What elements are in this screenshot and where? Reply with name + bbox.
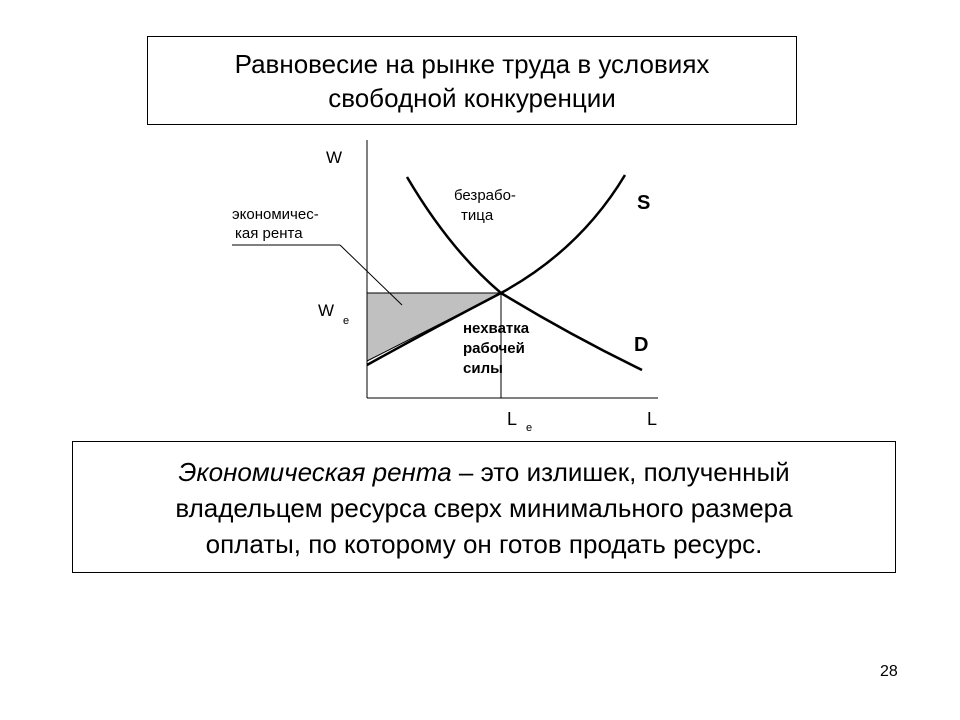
page-number: 28 — [880, 663, 898, 680]
axis-y-label: W — [326, 148, 343, 167]
shortage-label-line-2: рабочей — [463, 340, 525, 357]
axis-x-label: L — [647, 409, 658, 429]
title-line-2: свободной конкуренции — [328, 82, 616, 113]
definition-line-1-rest: – это излишек, полученный — [451, 457, 790, 487]
we-label-sub: e — [343, 315, 350, 327]
unemployment-label-line-1: безрабо- — [454, 187, 516, 204]
title-line-1: Равновесие на рынке труда в условиях — [234, 48, 710, 79]
definition-box — [72, 441, 896, 573]
definition-line-2: владельцем ресурса сверх минимального размера — [175, 493, 793, 523]
le-label-main: L — [507, 409, 518, 429]
unemployment-label-line-2: тица — [461, 207, 494, 224]
supply-label: S — [637, 192, 651, 214]
shortage-label-line-1: нехватка — [463, 320, 530, 337]
we-label-main: W — [318, 301, 335, 320]
rent-label-line-1: экономичес- — [232, 206, 319, 223]
definition-line-1 — [73, 454, 895, 490]
le-label-sub: e — [526, 422, 533, 434]
definition-line-3: оплаты, по которому он готов продать ресурс. — [205, 529, 763, 559]
demand-label: D — [634, 334, 649, 356]
shortage-label-line-3: силы — [463, 360, 503, 377]
definition-term: Экономическая рента — [178, 457, 452, 487]
rent-label-line-2: кая рента — [235, 225, 303, 242]
